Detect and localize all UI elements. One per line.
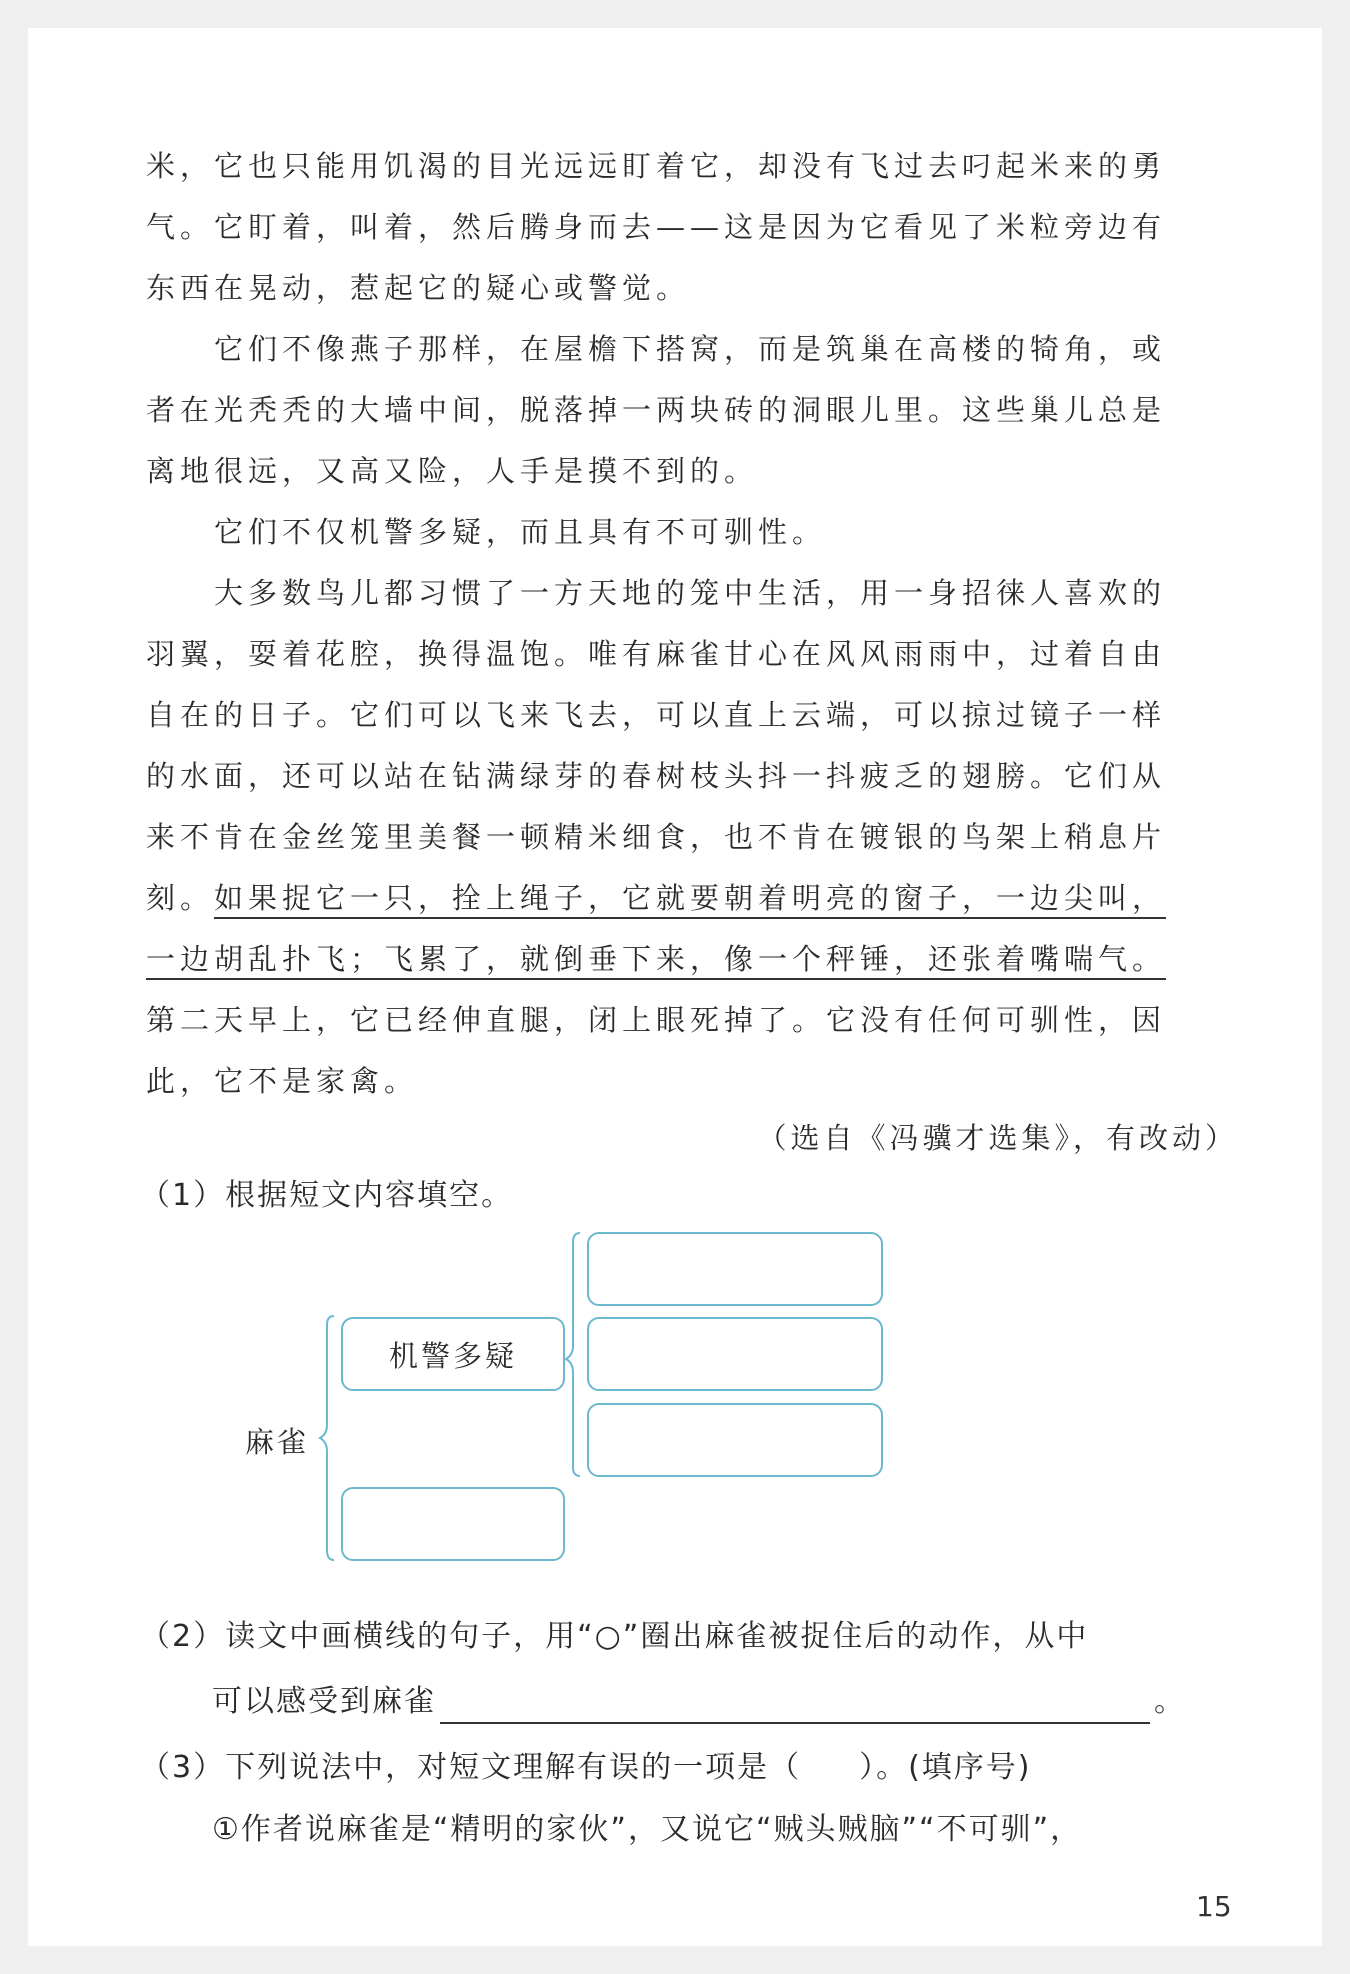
- box-text: [343, 1489, 563, 1559]
- text-line: 气。它盯着，叫着，然后腾身而去——这是因为它看见了米粒旁边有: [146, 210, 1167, 244]
- box-text: [589, 1319, 881, 1389]
- text-line: 离地很远，又高又险，人手是摸不到的。: [146, 454, 759, 488]
- diagram-box-branch-1: [341, 1317, 565, 1391]
- text-line: 自在的日子。它们可以飞来飞去，可以直上云端，可以掠过镜子一样: [146, 698, 1167, 732]
- text-line: 此，它不是家禽。: [146, 1064, 419, 1098]
- text-line: 大多数鸟儿都习惯了一方天地的笼中生活，用一身招徕人喜欢的: [146, 576, 1167, 610]
- question-3-prompt: [140, 1746, 1220, 1790]
- answer-blank[interactable]: [440, 1692, 1150, 1724]
- question-1-prompt: （1）根据短文内容填空。: [140, 1178, 514, 1213]
- text-line: 羽翼，耍着花腔，换得温饱。唯有麻雀甘心在风风雨雨中，过着自由: [146, 637, 1167, 671]
- text-line: 的水面，还可以站在钻满绿芽的春树枝头抖一抖疲乏的翅膀。它们从: [146, 759, 1167, 793]
- source-citation: （选自《冯骥才选集》，有改动）: [757, 1121, 1238, 1155]
- box-text: 机警多疑: [388, 1338, 517, 1373]
- question-2-prompt: （2）读文中画横线的句子，用“○”圈出麻雀被捉住后的动作，从中: [140, 1619, 1089, 1654]
- question-2-prefix: 可以感受到麻雀: [212, 1684, 436, 1719]
- text-line: 来不肯在金丝笼里美餐一顿精米细食，也不肯在镀银的鸟架上稍息片: [146, 820, 1167, 854]
- question-2-answer-line: [212, 1680, 1292, 1724]
- box-text: [589, 1234, 881, 1304]
- diagram-box-branch-2-blank[interactable]: [341, 1487, 565, 1561]
- text-line: 者在光秃秃的大墙中间，脱落掉一两块砖的洞眼儿里。这些巢儿总是: [146, 393, 1167, 427]
- question-3-option-1: ①作者说麻雀是“精明的家伙”，又说它“贼头贼脑”“不可驯”，: [212, 1812, 1083, 1847]
- underlined-sentence: 如果捉它一只，拴上绳子，它就要朝着明亮的窗子，一边尖叫，: [214, 881, 1166, 919]
- text-line: 第二天早上，它已经伸直腿，闭上眼死掉了。它没有任何可驯性，因: [146, 1003, 1167, 1037]
- diagram-box-sub-3-blank[interactable]: [587, 1403, 883, 1477]
- question-3-prefix: （3）下列说法中，对短文理解有误的一项是（: [140, 1750, 802, 1785]
- text-line: 东西在晃动，惹起它的疑心或警觉。: [146, 271, 691, 305]
- question-3-suffix: ）。(填序号): [859, 1750, 1032, 1785]
- question-2-suffix: 。: [1154, 1684, 1186, 1719]
- text-line: 它们不仅机警多疑，而且具有不可驯性。: [146, 515, 827, 549]
- text-plain: 刻。: [146, 881, 215, 915]
- text-line: 它们不像燕子那样，在屋檐下搭窝，而是筑巢在高楼的犄角，或: [146, 332, 1167, 366]
- page-number: 15: [1196, 1890, 1232, 1923]
- diagram-root-label: 麻雀: [245, 1425, 310, 1459]
- diagram-box-sub-1-blank[interactable]: [587, 1232, 883, 1306]
- underlined-sentence: 一边胡乱扑飞；飞累了，就倒垂下来，像一个秤锤，还张着嘴喘气。: [146, 942, 1166, 980]
- box-text: [589, 1405, 881, 1475]
- text-line: 米，它也只能用饥渴的目光远远盯着它，却没有飞过去叼起米来的勇: [146, 149, 1167, 183]
- diagram-box-sub-2-blank[interactable]: [587, 1317, 883, 1391]
